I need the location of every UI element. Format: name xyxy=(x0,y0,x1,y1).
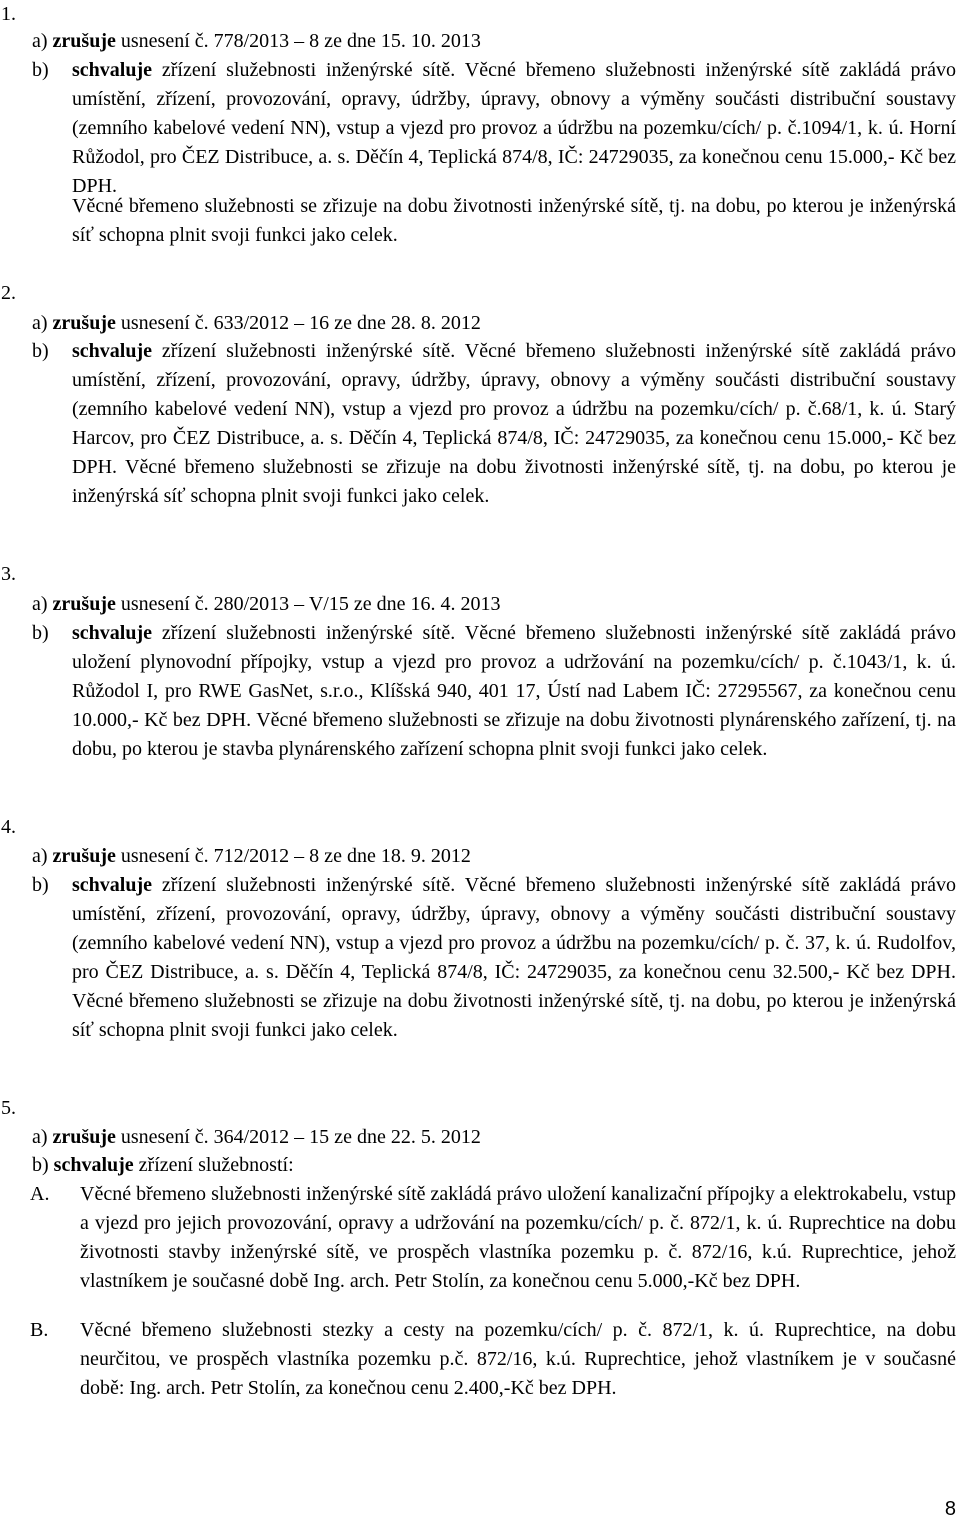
sub-text: Věcné břemeno služebnosti stezky a cesty na pozemku/cích/ p. č. 872/1, k. ú. Ruprechtice, na dobu neurčitou, ve prospěch vlastníka pozemku p.č. 872/16, k.ú. Ruprechtice, jehož vlastníkem je v současné době: Ing. arch. Petr Stolín, za konečnou cenu 2.400,-Kč bez DPH. xyxy=(80,1319,956,1399)
page-number: 8 xyxy=(944,1498,956,1520)
item-number: 1. xyxy=(1,3,16,25)
clause-a: a) zrušuje usnesení č. 778/2013 – 8 ze dne 15. 10. 2013 xyxy=(32,30,481,52)
clause-a: a) zrušuje usnesení č. 280/2013 – V/15 ze dne 16. 4. 2013 xyxy=(32,593,501,615)
clause-b-label: b) xyxy=(32,874,49,896)
item-number: 3. xyxy=(1,563,16,585)
clause-b-label: b) xyxy=(32,340,49,362)
clause-b-extra: Věcné břemeno služebnosti se zřizuje na dobu životnosti inženýrské sítě, tj. na dobu, po kterou je inženýrská síť schopna plnit svoji funkci jako celek. xyxy=(72,195,956,246)
item-number: 5. xyxy=(1,1097,16,1119)
clause-a: a) zrušuje usnesení č. 712/2012 – 8 ze dne 18. 9. 2012 xyxy=(32,845,471,867)
item-number: 2. xyxy=(1,282,16,304)
clause-b-label: b) xyxy=(32,59,49,81)
clause-b-label: b) xyxy=(32,622,49,644)
clause-b: schvaluje zřízení služebnosti inženýrské sítě. Věcné břemeno služebnosti inženýrské sítě zakládá právo umístění, zřízení, provozování, opravy, údržby, úpravy, obnovy a výměny součásti distribuční soustavy (zemního kabelové vedení NN), vstup a vjezd pro provoz a údržbu na pozemku/cích/ p. č.68/1, k. ú. Starý Harcov, pro ČEZ Distribuce, a. s. Děčín 4, Teplická 874/8, IČ: 24729035, za konečnou cenu 15.000,- Kč bez DPH. Věcné břemeno služebnosti se zřizuje na dobu životnosti inženýrské sítě, tj. na dobu, po kterou je inženýrská síť schopna plnit svoji funkci jako celek. xyxy=(72,340,956,507)
clause-a: a) zrušuje usnesení č. 364/2012 – 15 ze dne 22. 5. 2012 xyxy=(32,1126,481,1148)
sub-label: B. xyxy=(30,1319,49,1341)
item-number: 4. xyxy=(1,816,16,838)
sub-label: A. xyxy=(30,1183,50,1205)
clause-b: schvaluje zřízení služebnosti inženýrské sítě. Věcné břemeno služebnosti inženýrské sítě zakládá právo umístění, zřízení, provozování, opravy, údržby, úpravy, obnovy a výměny součásti distribuční soustavy (zemního kabelové vedení NN), vstup a vjezd pro provoz a údržbu na pozemku/cích/ p. č.1094/1, k. ú. Horní Růžodol, pro ČEZ Distribuce, a. s. Děčín 4, Teplická 874/8, IČ: 24729035, za konečnou cenu 15.000,- Kč bez DPH. xyxy=(72,59,956,197)
clause-b: schvaluje zřízení služebnosti inženýrské sítě. Věcné břemeno služebnosti inženýrské sítě zakládá právo uložení plynovodní přípojky, vstup a vjezd pro provoz a udržování na pozemku/cích/ p. č.1043/1, k. ú. Růžodol I, pro RWE GasNet, s.r.o., Klíšská 940, 401 17, Ústí nad Labem IČ: 27295567, za konečnou cenu 10.000,- Kč bez DPH. Věcné břemeno služebnosti se zřizuje na dobu životnosti plynárenského zařízení, tj. na dobu, po kterou je stavba plynárenského zařízení schopna plnit svoji funkci jako celek. xyxy=(72,622,956,760)
clause-a: a) zrušuje usnesení č. 633/2012 – 16 ze dne 28. 8. 2012 xyxy=(32,312,481,334)
sub-text: Věcné břemeno služebnosti inženýrské sítě zakládá právo uložení kanalizační přípojky a elektrokabelu, vstup a vjezd pro jejich provozování, opravy a udržování na pozemku/cích/ p. č. 872/1, k. ú. Ruprechtice na dobu životnosti stavby inženýrské sítě, ve prospěch vlastníka pozemku p. č. 872/16, k.ú. Ruprechtice, jehož vlastníkem je současné době Ing. arch. Petr Stolín, za konečnou cenu 5.000,-Kč bez DPH. xyxy=(80,1183,956,1292)
clause-b: schvaluje zřízení služebnosti inženýrské sítě. Věcné břemeno služebnosti inženýrské sítě zakládá právo umístění, zřízení, provozování, opravy, údržby, úpravy, obnovy a výměny součásti distribuční soustavy (zemního kabelové vedení NN), vstup a vjezd pro provoz a údržbu na pozemku/cích/ p. č. 37, k. ú. Rudolfov, pro ČEZ Distribuce, a. s. Děčín 4, Teplická 874/8, IČ: 24729035, za konečnou cenu 32.500,- Kč bez DPH. Věcné břemeno služebnosti se zřizuje na dobu životnosti inženýrské sítě, tj. na dobu, po kterou je inženýrská síť schopna plnit svoji funkci jako celek. xyxy=(72,874,956,1041)
clause-b: b) schvaluje zřízení služebností: xyxy=(32,1154,294,1176)
